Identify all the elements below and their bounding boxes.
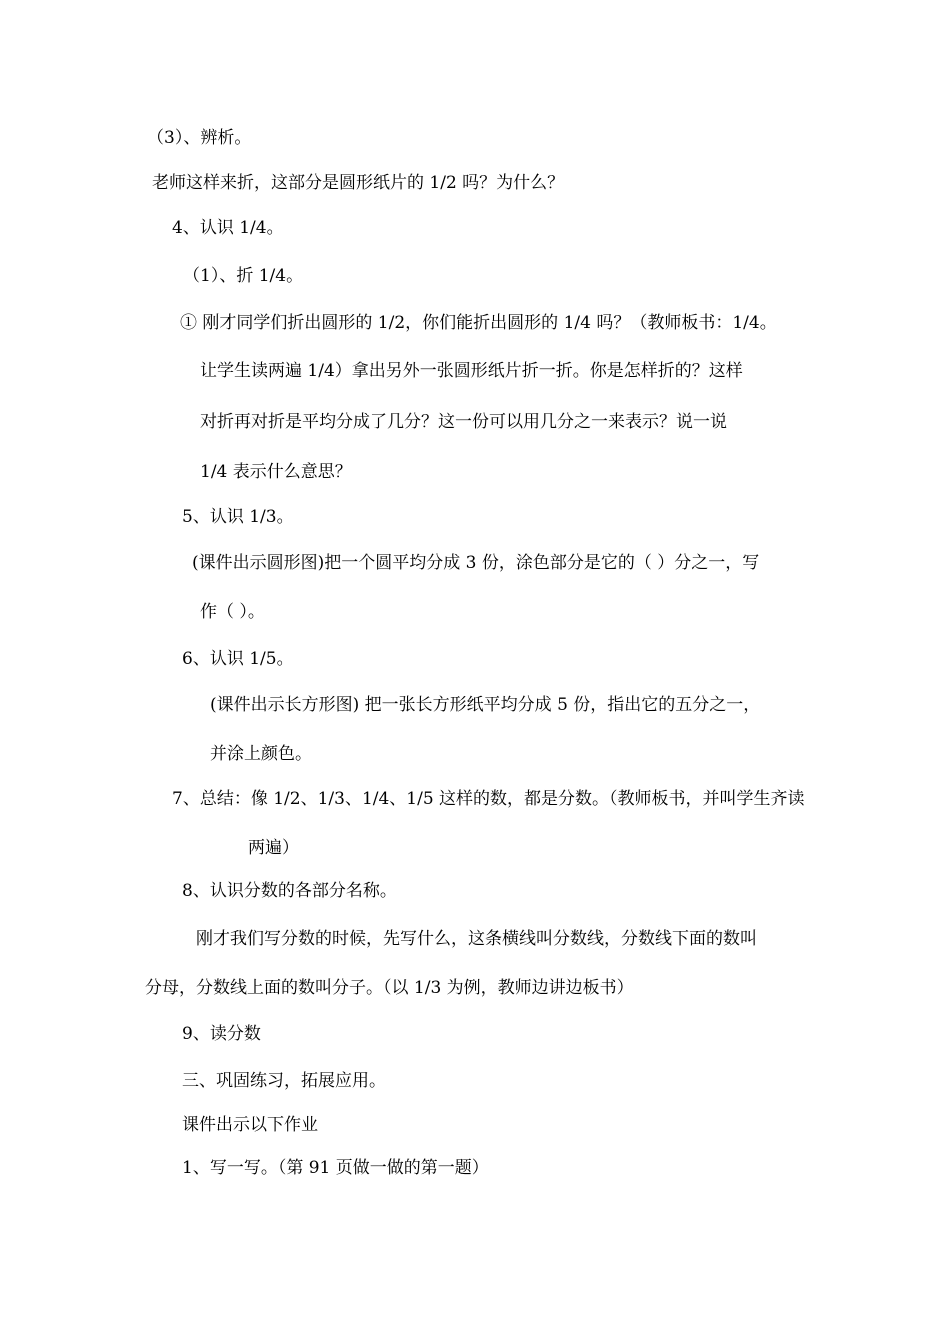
text-line-fold-quarter-heading: （1）、折 1/4。 bbox=[183, 266, 304, 286]
text-line-folding-question: 老师这样来折，这部分是圆形纸片的 1/2 吗？为什么？ bbox=[152, 173, 565, 193]
text-line-section-5-heading: 5、认识 1/3。 bbox=[182, 507, 294, 527]
text-line-third-paragraph-1: (课件出示圆形图)把一个圆平均分成 3 份，涂色部分是它的（ ）分之一，写 bbox=[192, 553, 760, 573]
text-line-exercise-1: 1、写一写。（第 91 页做一做的第一题） bbox=[182, 1158, 489, 1178]
text-line-homework-intro: 课件出示以下作业 bbox=[182, 1115, 318, 1135]
text-line-summary-1: 7、总结：像 1/2、1/3、1/4、1/5 这样的数，都是分数。（教师板书，并叫学生齐读 bbox=[172, 789, 805, 809]
text-line-discrimination-heading: （3）、辨析。 bbox=[147, 128, 252, 148]
text-line-parts-paragraph-2: 分母，分数线上面的数叫分子。（以 1/3 为例，教师边讲边板书） bbox=[145, 978, 634, 998]
text-line-section-6-heading: 6、认识 1/5。 bbox=[182, 649, 294, 669]
text-line-quarter-paragraph-2: 让学生读两遍 1/4）拿出另外一张圆形纸片折一折。你是怎样折的？这样 bbox=[200, 361, 743, 381]
text-line-practice-heading: 三、巩固练习，拓展应用。 bbox=[182, 1071, 386, 1091]
text-line-summary-2: 两遍） bbox=[248, 838, 299, 858]
text-line-section-9-heading: 9、读分数 bbox=[182, 1024, 261, 1044]
text-line-parts-paragraph-1: 刚才我们写分数的时候，先写什么，这条横线叫分数线，分数线下面的数叫 bbox=[196, 929, 757, 949]
text-line-third-paragraph-2: 作（ ）。 bbox=[200, 602, 265, 622]
text-line-fifth-paragraph-2: 并涂上颜色。 bbox=[210, 744, 312, 764]
text-line-quarter-paragraph-3: 对折再对折是平均分成了几分？这一份可以用几分之一来表示？说一说 bbox=[200, 412, 727, 432]
text-line-fifth-paragraph-1: (课件出示长方形图) 把一张长方形纸平均分成 5 份，指出它的五分之一， bbox=[210, 695, 761, 715]
text-line-quarter-paragraph-1: ① 刚才同学们折出圆形的 1/2，你们能折出圆形的 1/4 吗？（教师板书：1/4。 bbox=[180, 313, 777, 333]
text-line-section-8-heading: 8、认识分数的各部分名称。 bbox=[182, 881, 397, 901]
text-line-section-4-heading: 4、认识 1/4。 bbox=[172, 218, 284, 238]
text-line-quarter-paragraph-4: 1/4 表示什么意思？ bbox=[200, 462, 352, 482]
